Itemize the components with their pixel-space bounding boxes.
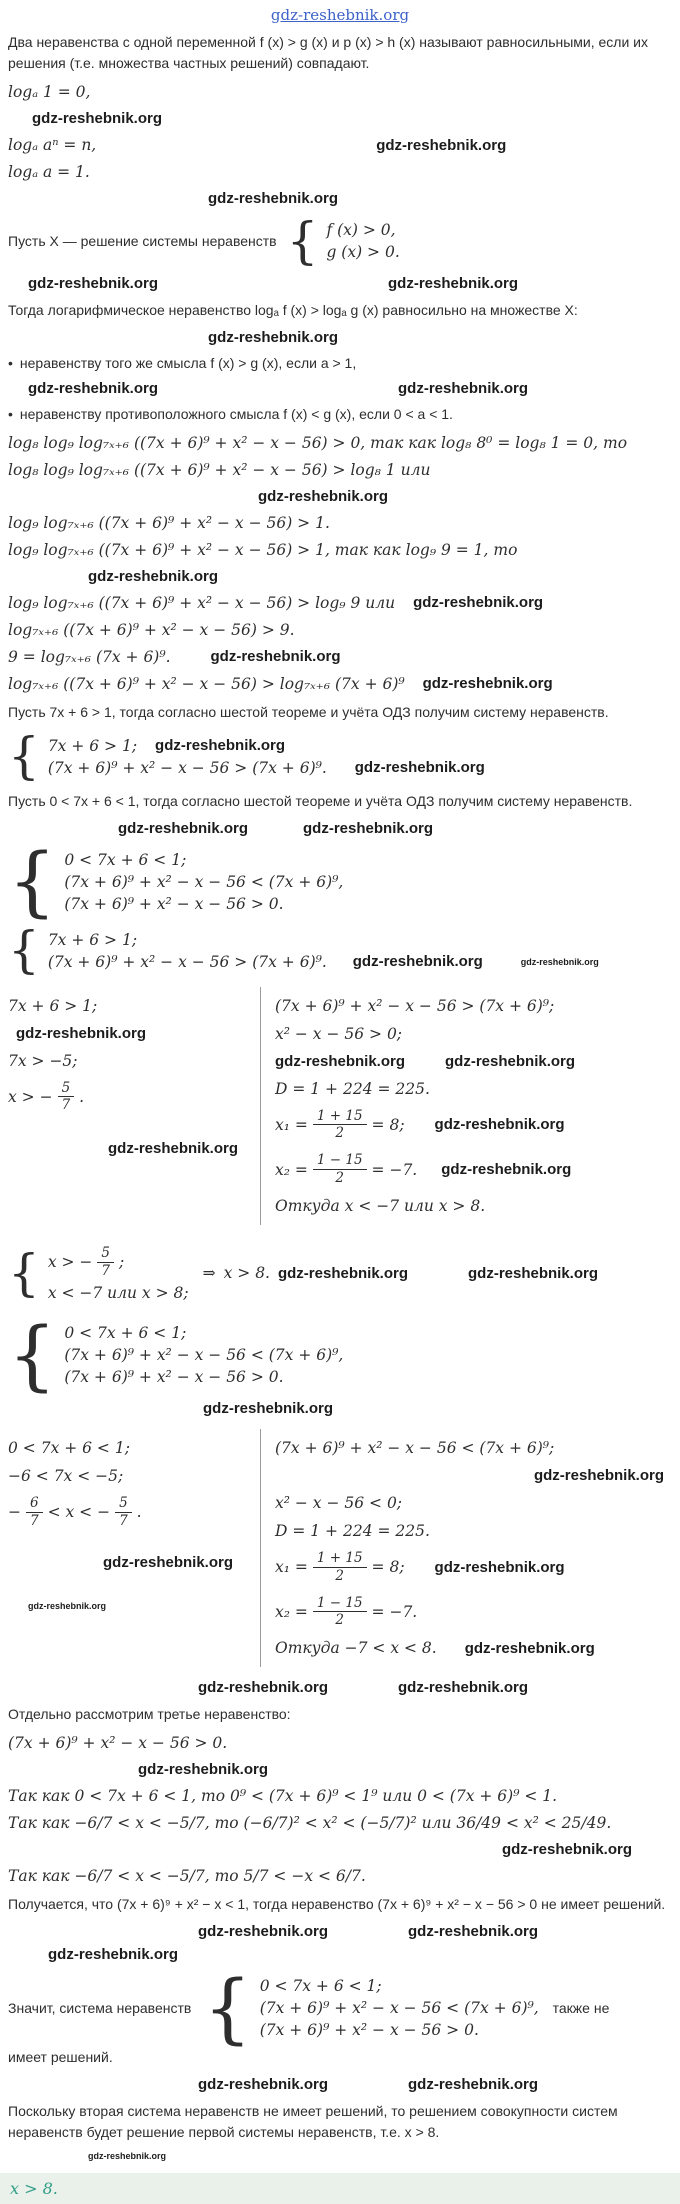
watermark-text: gdz-reshebnik.org: [388, 275, 519, 292]
solve2-left-line: −6 < 7x < −5;: [8, 1466, 124, 1485]
brace: {: [8, 727, 40, 786]
watermark-text: gdz-reshebnik.org: [352, 953, 483, 971]
watermark-text: gdz-reshebnik.org: [398, 380, 529, 398]
third-inequality: (7x + 6)⁹ + x² − x − 56 > 0.: [8, 1734, 228, 1753]
formula-log-one: logₐ 1 = 0,: [8, 83, 91, 101]
discriminant-line: D = 1 + 224 = 225.: [275, 1079, 430, 1098]
system-combine1: [8, 1241, 189, 1306]
watermark-text: gdz-reshebnik.org: [28, 1600, 107, 1611]
fraction-numerator: 6: [26, 1495, 43, 1513]
final-answer: x > 8.: [10, 2179, 58, 2199]
system-line: (7x + 6)⁹ + x² − x − 56 > 0.: [64, 894, 284, 913]
watermark-text: gdz-reshebnik.org: [103, 1553, 234, 1571]
fraction-denominator: 2: [335, 1612, 344, 1629]
system-line: (7x + 6)⁹ + x² − x − 56 > 0.: [64, 1367, 284, 1386]
site-link[interactable]: gdz-reshebnik.org: [270, 6, 410, 24]
fraction-numerator: 1 + 15: [313, 1550, 367, 1568]
fraction-numerator: 5: [58, 1080, 75, 1098]
watermark-text: gdz-reshebnik.org: [28, 275, 159, 292]
watermark-text: gdz-reshebnik.org: [203, 1399, 334, 1417]
watermark-text: gdz-reshebnik.org: [376, 136, 507, 154]
fraction: [97, 1245, 114, 1280]
math-text: x₂ =: [275, 1160, 308, 1179]
solve2-right-line: x² − x − 56 < 0;: [275, 1493, 403, 1512]
fraction: [313, 1550, 367, 1585]
fraction-denominator: 7: [119, 1512, 128, 1529]
bullet-icon: •: [8, 406, 13, 423]
system-case2: [8, 836, 672, 926]
system-line: 7x + 6 > 1;: [47, 930, 138, 949]
x2-line: [275, 1595, 672, 1630]
solve1-right-column: [260, 987, 672, 1226]
fraction-denominator: 2: [335, 1125, 344, 1142]
watermark-text: gdz-reshebnik.org: [88, 2151, 167, 2162]
watermark-text: gdz-reshebnik.org: [413, 594, 544, 612]
bullet-case-lt1: [8, 404, 672, 424]
watermark-text: gdz-reshebnik.org: [422, 675, 553, 693]
system-line: g (x) > 0.: [326, 243, 400, 261]
solve1-columns: [8, 987, 672, 1226]
watermark-text: gdz-reshebnik.org: [108, 1140, 239, 1158]
chain-line-4: log₉ log₇ₓ₊₆ ((7x + 6)⁹ + x² − x − 56) > 1, так как log₉ 9 = 1, то: [8, 540, 518, 559]
formula-log-pow: logₐ aⁿ = n,: [8, 136, 97, 154]
chain-line-3: log₉ log₇ₓ₊₆ ((7x + 6)⁹ + x² − x − 56) > 1.: [8, 513, 330, 532]
math-text: = 8;: [371, 1558, 405, 1577]
watermark-text: gdz-reshebnik.org: [464, 1639, 595, 1657]
watermark-text: gdz-reshebnik.org: [48, 1946, 179, 1964]
solve2-right-line: (7x + 6)⁹ + x² − x − 56 < (7x + 6)⁹;: [275, 1438, 555, 1457]
brace: {: [8, 1309, 57, 1399]
math-text: .: [79, 1087, 85, 1106]
watermark-text: gdz-reshebnik.org: [533, 1466, 664, 1484]
watermark-text: gdz-reshebnik.org: [198, 1923, 329, 1941]
solve1-right-line: (7x + 6)⁹ + x² − x − 56 > (7x + 6)⁹;: [275, 996, 555, 1015]
watermark-text: gdz-reshebnik.org: [198, 1679, 329, 1697]
math-text: x > −: [47, 1253, 93, 1272]
fraction-numerator: 1 − 15: [313, 1152, 367, 1170]
watermark-text: gdz-reshebnik.org: [468, 1264, 599, 1282]
solve1-left-line: 7x > −5;: [8, 1051, 78, 1070]
combine-line: [48, 1245, 189, 1280]
fraction: [26, 1495, 43, 1530]
system-line: (7x + 6)⁹ + x² − x − 56 > (7x + 6)⁹.: [47, 952, 327, 971]
solve2-columns: [8, 1429, 672, 1668]
watermark-text: gdz-reshebnik.org: [208, 329, 339, 346]
math-text: x₁ =: [275, 1115, 308, 1134]
hence-pre: Значит, система неравенств: [8, 1999, 192, 2016]
fraction-denominator: 7: [30, 1512, 39, 1529]
fraction-numerator: 5: [97, 1245, 114, 1263]
watermark-text: gdz-reshebnik.org: [408, 2076, 539, 2094]
watermark-text: gdz-reshebnik.org: [501, 1841, 632, 1859]
watermark-text: gdz-reshebnik.org: [16, 1024, 147, 1042]
math-text: = 8;: [371, 1115, 405, 1134]
brace: {: [203, 1963, 252, 2053]
brace: {: [286, 211, 319, 270]
watermark-text: gdz-reshebnik.org: [138, 1761, 269, 1779]
solve2-left-result: [8, 1495, 252, 1530]
brace: {: [8, 836, 57, 926]
watermark-text: gdz-reshebnik.org: [88, 567, 219, 585]
solve1-left-column: [8, 987, 260, 1226]
chain-line-7: 9 = log₇ₓ₊₆ (7x + 6)⁹.: [8, 647, 171, 666]
watermark-text: gdz-reshebnik.org: [441, 1161, 572, 1179]
watermark-text: gdz-reshebnik.org: [198, 2076, 329, 2094]
hence-post2: имеет решений.: [8, 2049, 113, 2066]
combine1-result: x > 8.: [223, 1264, 270, 1283]
fraction-numerator: 1 − 15: [313, 1595, 367, 1613]
chain-line-8: log₇ₓ₊₆ ((7x + 6)⁹ + x² − x − 56) > log₇ₓ₊₆ (7x + 6)⁹: [8, 674, 405, 693]
math-text: < x < −: [47, 1503, 111, 1522]
watermark-text: gdz-reshebnik.org: [118, 819, 249, 837]
system-line: (7x + 6)⁹ + x² − x − 56 > (7x + 6)⁹.: [47, 758, 327, 777]
bullet-text: неравенству противоположного смысла f (x) < g (x), если 0 < a < 1.: [19, 406, 453, 423]
solve1-left-line: 7x + 6 > 1;: [8, 996, 98, 1015]
watermark-text: gdz-reshebnik.org: [32, 110, 163, 127]
system-line: (7x + 6)⁹ + x² − x − 56 < (7x + 6)⁹,: [64, 1345, 344, 1364]
fraction-numerator: 5: [115, 1495, 132, 1513]
system-line: f (x) > 0,: [326, 221, 396, 239]
system-case1: [8, 727, 672, 786]
fraction: [313, 1108, 367, 1143]
system-line: 0 < 7x + 6 < 1;: [64, 850, 187, 869]
chain-line-1: log₈ log₉ log₇ₓ₊₆ ((7x + 6)⁹ + x² − x − 56) > 0, так как log₈ 8⁰ = log₈ 1 = 0, то: [8, 433, 628, 452]
combine-line: x < −7 или x > 8;: [47, 1283, 189, 1302]
brace: {: [8, 921, 40, 980]
implies-icon: ⇒: [202, 1264, 216, 1283]
fraction-numerator: 1 + 15: [313, 1108, 367, 1126]
solve2-left-line: 0 < 7x + 6 < 1;: [8, 1438, 130, 1457]
watermark-text: gdz-reshebnik.org: [408, 1923, 539, 1941]
header: [8, 6, 672, 24]
solve2-right-column: [260, 1429, 672, 1668]
discriminant-line: D = 1 + 224 = 225.: [275, 1521, 430, 1540]
fraction-denominator: 2: [335, 1567, 344, 1584]
watermark-text: gdz-reshebnik.org: [445, 1052, 576, 1070]
x2-line: [275, 1152, 672, 1187]
hence-post1: также не: [552, 1999, 610, 2016]
fraction-denominator: 7: [61, 1097, 71, 1114]
brace: {: [8, 1243, 40, 1302]
case2-intro: Пусть 0 < 7x + 6 < 1, тогда согласно шестой теореме и учёта ОДЗ получим систему неравенств.: [8, 792, 633, 809]
watermark-text: gdz-reshebnik.org: [398, 1679, 529, 1697]
combine1-row: [8, 1237, 672, 1310]
system-line: 0 < 7x + 6 < 1;: [259, 1977, 382, 1996]
math-text: .: [136, 1503, 142, 1522]
system-line: 0 < 7x + 6 < 1;: [64, 1323, 187, 1342]
fraction: [58, 1080, 75, 1115]
bullet-icon: •: [8, 355, 13, 371]
let-x-text: Пусть X — решение системы неравенств: [8, 232, 277, 249]
bullet-case-gt1: [8, 353, 672, 373]
final-paragraph: Поскольку вторая система неравенств не имеет решений, то решением совокупности систем неравенств будет решение первой системы неравенств, т.е. x > 8.: [8, 2103, 618, 2141]
system-hence: [203, 1963, 539, 2053]
third-conclusion: Получается, что (7x + 6)⁹ + x² − x < 1, тогда неравенство (7x + 6)⁹ + x² − x − 56 > 0 не имеет решений.: [8, 1896, 666, 1913]
formula-log-a: logₐ a = 1.: [8, 163, 90, 181]
solve1-right-result: Откуда x < −7 или x > 8.: [275, 1197, 486, 1216]
hence-row: [8, 1963, 672, 2053]
math-text: x₂ =: [275, 1602, 308, 1621]
chain-line-5: log₉ log₇ₓ₊₆ ((7x + 6)⁹ + x² − x − 56) > log₉ 9 или: [8, 593, 396, 612]
math-text: x > −: [8, 1087, 53, 1106]
x1-line: [275, 1108, 672, 1143]
x1-line: [275, 1550, 672, 1585]
chain-line-6: log₇ₓ₊₆ ((7x + 6)⁹ + x² − x − 56) > 9.: [8, 620, 295, 639]
math-text: ;: [118, 1253, 125, 1272]
watermark-text: gdz-reshebnik.org: [303, 819, 434, 837]
third-intro: Отдельно рассмотрим третье неравенство:: [8, 1706, 291, 1723]
system-case1-repeat: [8, 921, 672, 980]
watermark-text: gdz-reshebnik.org: [275, 1052, 406, 1070]
solve2-left-column: [8, 1429, 260, 1668]
third-line-1: Так как 0 < 7x + 6 < 1, то 0⁹ < (7x + 6)⁹ < 1⁹ или 0 < (7x + 6)⁹ < 1.: [8, 1787, 558, 1806]
math-text: = −7.: [371, 1160, 418, 1179]
watermark-text: gdz-reshebnik.org: [277, 1264, 408, 1282]
watermark-text: gdz-reshebnik.org: [520, 956, 599, 967]
math-text: = −7.: [371, 1602, 418, 1621]
solve1-left-result: [8, 1080, 252, 1115]
third-line-2: Так как −6/7 < x < −5/7, то (−6/7)² < x² < (−5/7)² или 36/49 < x² < 25/49.: [8, 1814, 612, 1833]
solve1-right-line: x² − x − 56 > 0;: [275, 1024, 403, 1043]
system-line: 7x + 6 > 1;: [47, 736, 138, 755]
equiv-text: Тогда логарифмическое неравенство logₐ f (x) > logₐ g (x) равносильно на множестве X:: [8, 302, 578, 318]
bullet-text: неравенству того же смысла f (x) > g (x), если a > 1,: [19, 355, 357, 371]
watermark-text: gdz-reshebnik.org: [155, 737, 286, 755]
fraction-denominator: 7: [101, 1262, 110, 1279]
watermark-text: gdz-reshebnik.org: [258, 487, 389, 505]
fraction: [313, 1595, 367, 1630]
third-line-3: Так как −6/7 < x < −5/7, то 5/7 < −x < 6/7.: [8, 1867, 366, 1886]
fraction: [115, 1495, 132, 1530]
watermark-text: gdz-reshebnik.org: [208, 190, 339, 207]
watermark-text: gdz-reshebnik.org: [434, 1116, 565, 1134]
watermark-text: gdz-reshebnik.org: [210, 648, 341, 666]
math-text: x₁ =: [275, 1558, 308, 1577]
case1-intro: Пусть 7x + 6 > 1, тогда согласно шестой теореме и учёта ОДЗ получим систему неравенств.: [8, 703, 609, 720]
chain-line-2: log₈ log₉ log₇ₓ₊₆ ((7x + 6)⁹ + x² − x − 56) > log₈ 1 или: [8, 460, 431, 479]
system-line: (7x + 6)⁹ + x² − x − 56 < (7x + 6)⁹,: [259, 1999, 539, 2018]
watermark-text: gdz-reshebnik.org: [354, 759, 485, 777]
let-x-row: [8, 213, 672, 269]
system-fg: [286, 211, 400, 270]
fraction-denominator: 2: [335, 1170, 344, 1187]
system-line: (7x + 6)⁹ + x² − x − 56 < (7x + 6)⁹,: [64, 872, 344, 891]
theory-intro: Два неравенства с одной переменной f (x) > g (x) и p (x) > h (x) называют равносильными, если их решения (т.е. множества частных решений) совпадают.: [8, 34, 648, 71]
answer-strip: [0, 2173, 680, 2204]
watermark-text: gdz-reshebnik.org: [28, 380, 159, 398]
system-line: (7x + 6)⁹ + x² − x − 56 > 0.: [259, 2021, 479, 2040]
solve2-right-result: Откуда −7 < x < 8.: [275, 1639, 437, 1658]
system-case2-repeat: [8, 1309, 672, 1399]
fraction: [313, 1152, 367, 1187]
watermark-text: gdz-reshebnik.org: [434, 1558, 565, 1576]
math-text: −: [8, 1503, 21, 1522]
